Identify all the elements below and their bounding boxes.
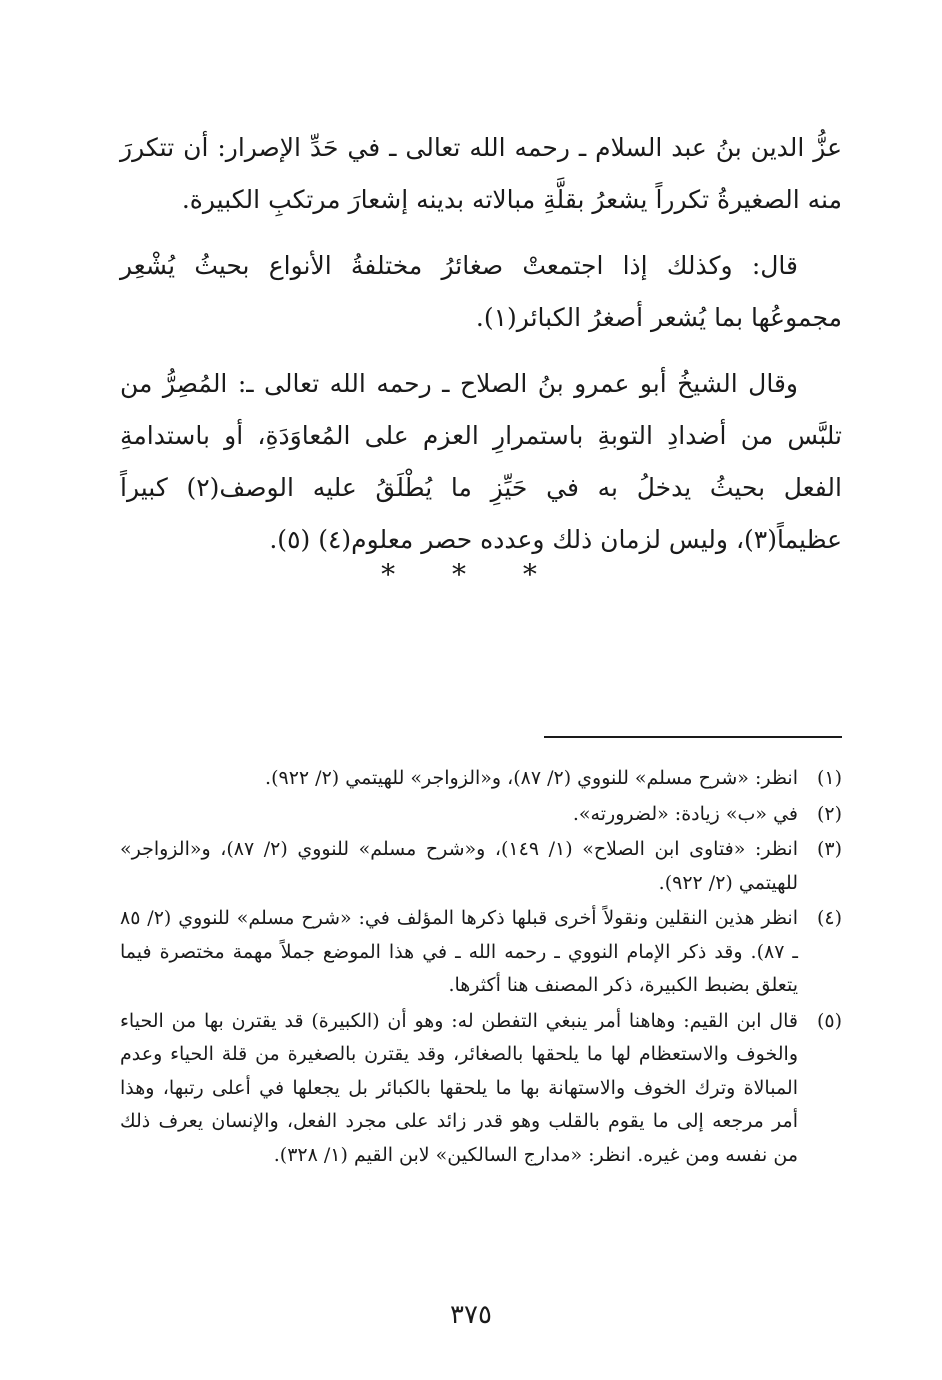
- footnote-number: (٣): [816, 838, 842, 860]
- footnote-number: (٤): [816, 907, 842, 929]
- footnote-divider: [544, 736, 842, 738]
- footnote-text: انظر: «شرح مسلم» للنووي (٢/ ٨٧)، و«الزواجر» للهيتمي (٢/ ٩٢٢).: [265, 767, 798, 789]
- paragraph-1: عزُّ الدين بنُ عبد السلام ـ رحمه الله تعالى ـ في حَدِّ الإصرار: أن تتكررَ منه الصغيرةُ تكرراً يشعرُ بقلَّةِ مبالاته بدينه إشعارَ مرتكبِ الكبيرة.: [120, 133, 842, 214]
- footnote-number: (١): [816, 767, 842, 789]
- footnote-item: [120, 762, 842, 796]
- footnote-item: [120, 833, 842, 900]
- paragraph-3: وقال الشيخُ أبو عمرو بنُ الصلاح ـ رحمه الله تعالى ـ: المُصِرُّ من تلبَّس من أضدادِ التوبةِ باستمرارِ العزم على المُعاوَدَةِ، أو باستدامةِ الفعل بحيثُ يدخلُ به في حَيِّزِ ما يُطْلَقُ عليه الوصف(٢) كبيراً عظيماً(٣)، وليس لزمان ذلك وعدده حصر معلوم(٤) (٥).: [120, 369, 842, 554]
- footnote-item: [120, 798, 842, 832]
- section-separator: * * *: [381, 558, 561, 591]
- page-number: ٣٧٥: [450, 1300, 492, 1330]
- footnote-number: (٥): [816, 1009, 842, 1032]
- footnote-item: [120, 902, 842, 1003]
- footnote-text: قال ابن القيم: وهاهنا أمر ينبغي التفطن له: وهو أن (الكبيرة) قد يقترن بها من الحياء والخوف والاستعظام لها ما يلحقها بالصغائر، وقد يقترن بالصغيرة من قلة الحياء وعدم المبالاة وترك الخوف والاستهانة بها ما يلحقها بالكبائر بل يجعلها في أعلى رتبها، وهذا أمر مرجعه إلى ما يقوم بالقلب وهو قدر زائد على مجرد الفعل، والإنسان يعرف ذلك من نفسه ومن غيره. انظر: «مدارج السالكين» لابن القيم (١/ ٣٢٨).: [120, 1009, 798, 1166]
- paragraph-2: قال: وكذلك إذا اجتمعتْ صغائرُ مختلفةُ الأنواع بحيثُ يُشْعِر مجموعُها بما يُشعر أصغرُ الكبائر(١).: [120, 251, 842, 332]
- footnote-text: انظر: «فتاوى ابن الصلاح» (١/ ١٤٩)، و«شرح مسلم» للنووي (٢/ ٨٧)، و«الزواجر» للهيتمي (٢/ ٩٢٢).: [120, 838, 798, 894]
- footnote-item: [120, 1005, 842, 1173]
- footnotes: [120, 762, 842, 1174]
- footnote-number: (٢): [816, 802, 842, 825]
- main-text-block: [120, 122, 842, 580]
- footnote-text: في «ب» زيادة: «لضرورته».: [572, 802, 798, 825]
- footnote-text: انظر هذين النقلين ونقولاً أخرى قبلها ذكرها المؤلف في: «شرح مسلم» للنووي (٢/ ٨٥ ـ ٨٧). وقد ذكر الإمام النووي ـ رحمه الله ـ في هذا الموضع جملاً مهمة مختصرة فيما يتعلق بضبط الكبيرة، ذكر المصنف هنا أكثرها.: [120, 907, 798, 996]
